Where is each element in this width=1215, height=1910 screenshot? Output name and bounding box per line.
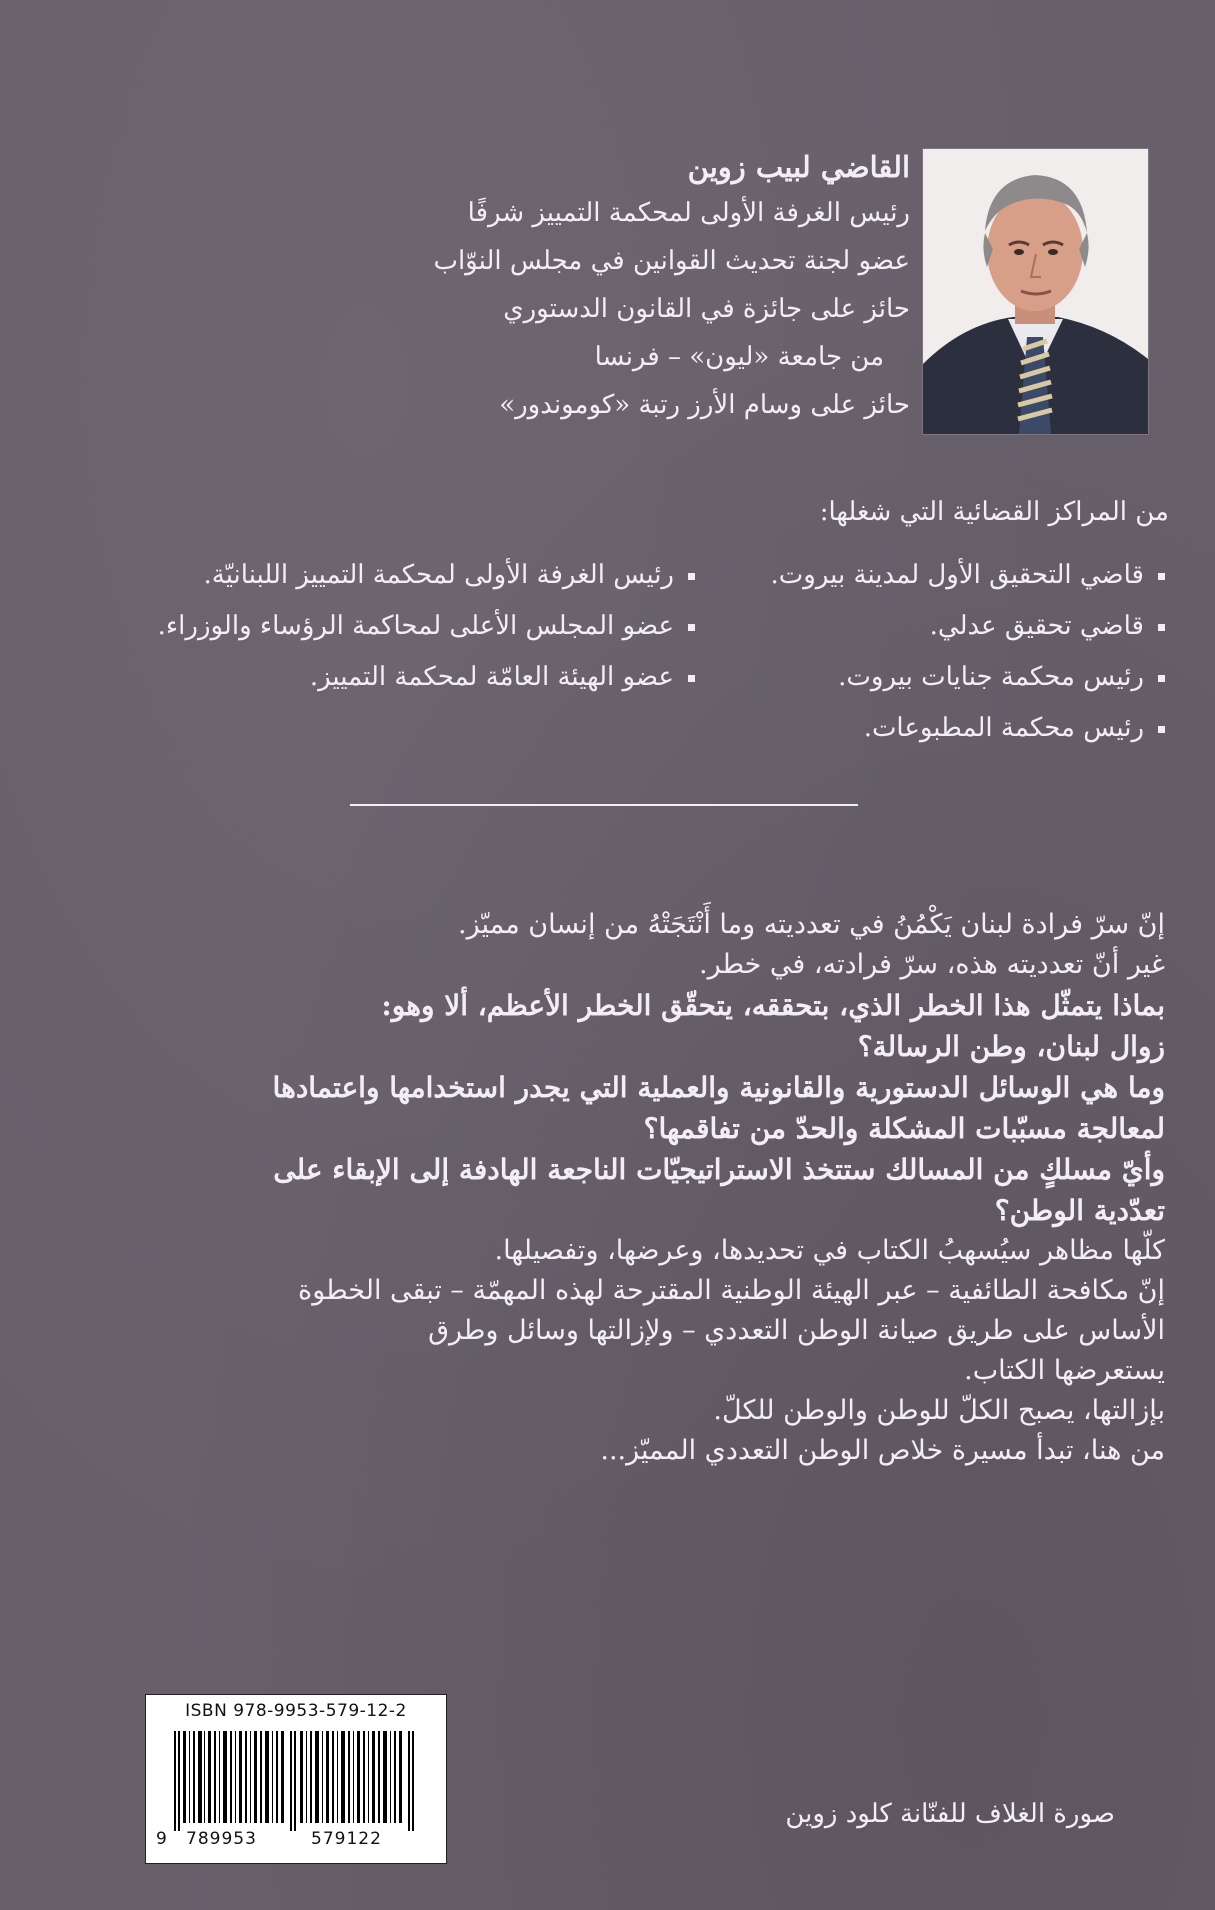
position-text: قاضي التحقيق الأول لمدينة بيروت. xyxy=(770,560,1144,590)
position-text: رئيس محكمة المطبوعات. xyxy=(863,713,1144,743)
author-bio-line: من جامعة «ليون» – فرنسا xyxy=(594,342,884,372)
bullet-icon xyxy=(688,573,695,580)
blurb-question: لمعالجة مسبّبات المشكلة والحدّ من تفاقمها؟ xyxy=(643,1112,1165,1145)
author-bio xyxy=(350,145,910,429)
blurb-line: إنّ مكافحة الطائفية – عبر الهيئة الوطنية المقترحة لهذه المهمّة – تبقى الخطوة xyxy=(298,1275,1165,1306)
author-bio-line: حائز على جائزة في القانون الدستوري xyxy=(503,294,910,324)
blurb-line: إنّ سرّ فرادة لبنان يَكْمُنُ في تعدديته وما أَنْتَجَتْهُ من إنسان مميّز. xyxy=(458,909,1165,940)
position-item xyxy=(175,550,695,601)
isbn-number: ISBN 978-9953-579-12-2 xyxy=(185,1701,407,1721)
author-bio-line: رئيس الغرفة الأولى لمحكمة التمييز شرفًا xyxy=(467,198,910,228)
author-bio-line: عضو لجنة تحديث القوانين في مجلس النوّاب xyxy=(433,246,910,276)
blurb-line: بإزالتها، يصبح الكلّ للوطن والوطن للكلّ. xyxy=(713,1395,1165,1426)
blurb-question: تعدّدية الوطن؟ xyxy=(994,1194,1165,1227)
barcode-group-2: 579122 xyxy=(311,1829,382,1849)
section-divider xyxy=(350,804,858,806)
cover-credit: صورة الغلاف للفنّانة كلود زوين xyxy=(785,1799,1115,1829)
bullet-icon xyxy=(688,624,695,631)
book-blurb xyxy=(85,905,1165,1471)
bullet-icon xyxy=(1158,573,1165,580)
positions-list-left xyxy=(157,550,695,703)
blurb-question: زوال لبنان، وطن الرسالة؟ xyxy=(857,1030,1165,1063)
bullet-icon xyxy=(1158,726,1165,733)
position-text: قاضي تحقيق عدلي. xyxy=(929,611,1144,641)
blurb-question: بماذا يتمثّل هذا الخطر الذي، بتحققه، يتحقّق الخطر الأعظم، ألا وهو: xyxy=(381,989,1165,1022)
blurb-question: وما هي الوسائل الدستورية والقانونية والعملية التي يجدر استخدامها واعتمادها xyxy=(272,1071,1165,1104)
bullet-icon xyxy=(1158,675,1165,682)
position-item xyxy=(705,550,1165,601)
blurb-line: غير أنّ تعدديته هذه، سرّ فرادته، في خطر. xyxy=(698,949,1165,980)
barcode-lead-digit: 9 xyxy=(156,1829,168,1849)
blurb-line: من هنا، تبدأ مسيرة خلاص الوطن التعددي المميّز... xyxy=(600,1435,1165,1466)
author-bio-line: حائز على وسام الأرز رتبة «كوموندور» xyxy=(499,390,910,420)
position-item xyxy=(157,601,695,652)
positions-heading: من المراكز القضائية التي شغلها: xyxy=(819,497,1169,527)
blurb-question: وأيّ مسلكٍ من المسالك ستتخذ الاستراتيجيّات الناجعة الهادفة إلى الإبقاء على xyxy=(273,1153,1165,1186)
position-text: عضو المجلس الأعلى لمحاكمة الرؤساء والوزراء. xyxy=(157,611,674,641)
positions-list-right xyxy=(705,550,1165,754)
barcode-digits xyxy=(156,1829,436,1853)
author-portrait-image xyxy=(923,149,1148,434)
bullet-icon xyxy=(1158,624,1165,631)
author-name: القاضي لبيب زوين xyxy=(687,150,910,184)
position-text: رئيس محكمة جنايات بيروت. xyxy=(838,662,1144,692)
position-item xyxy=(705,703,1165,754)
blurb-line: الأساس على طريق صيانة الوطن التعددي – ولإزالتها وسائل وطرق xyxy=(428,1315,1165,1346)
position-item xyxy=(175,652,695,703)
blurb-line: يستعرضها الكتاب. xyxy=(964,1355,1165,1386)
barcode-icon xyxy=(156,1731,436,1831)
barcode-group-1: 789953 xyxy=(186,1829,257,1849)
position-item xyxy=(705,652,1165,703)
position-text: رئيس الغرفة الأولى لمحكمة التمييز اللبنانيّة. xyxy=(203,560,674,590)
bullet-icon xyxy=(688,675,695,682)
blurb-line: كلّها مظاهر سيُسهبُ الكتاب في تحديدها، وعرضها، وتفصيلها. xyxy=(494,1235,1165,1266)
author-photo xyxy=(922,148,1149,435)
position-text: عضو الهيئة العامّة لمحكمة التمييز. xyxy=(309,662,674,692)
isbn-barcode xyxy=(145,1694,447,1864)
position-item xyxy=(705,601,1165,652)
